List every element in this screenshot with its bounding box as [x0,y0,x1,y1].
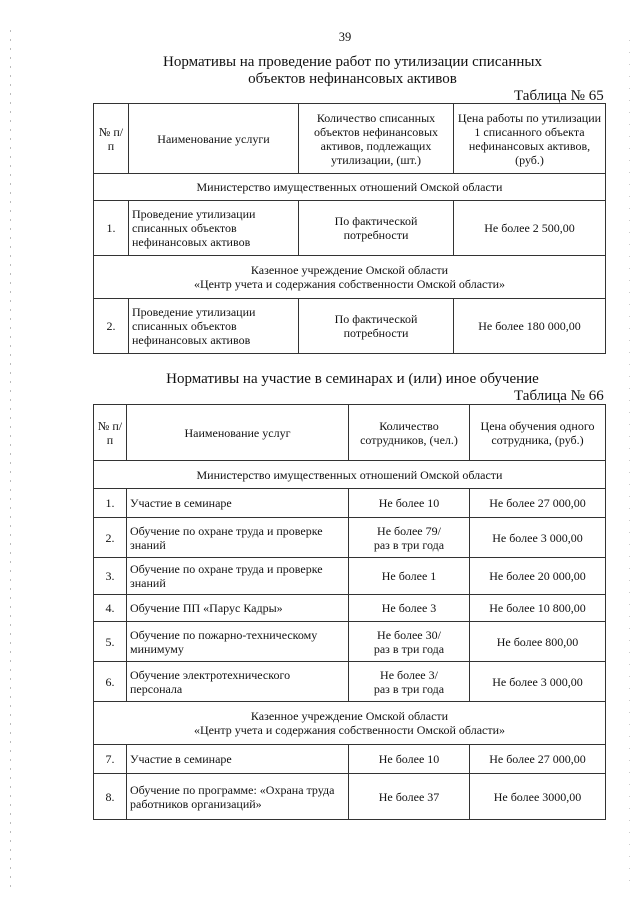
row-quantity [349,489,470,518]
heading-line: объектов нефинансовых активов [248,71,457,87]
table-66-number: Таблица № 66 [514,388,604,404]
table-row [94,489,606,518]
quantity-line: раз в три года [373,681,445,696]
row-service: Участие в семинаре [127,745,349,774]
table-row [94,299,606,354]
row-quantity [349,745,470,774]
row-num: 5. [94,622,127,662]
scan-edge-line [10,30,11,890]
header-price: Цена работы по утилизации 1 списанного объекта нефинансовых активов, (руб.) [454,104,606,174]
group-title-line: «Центр учета и содержания собственности Омской области» [193,723,506,737]
quantity-line: Не более 37 [378,789,440,804]
row-price: Не более 180 000,00 [454,299,606,354]
row-num: 1. [94,489,127,518]
row-service: Обучение по пожарно-техническому минимуму [127,622,349,662]
row-price: Не более 3 000,00 [470,518,606,558]
row-service: Обучение по охране труда и проверке знаний [127,558,349,595]
row-quantity [349,774,470,820]
row-service: Проведение утилизации списанных объектов нефинансовых активов [129,201,299,256]
row-num: 2. [94,518,127,558]
row-quantity [349,662,470,702]
quantity-line: Не более 1 [381,569,437,583]
table-row [94,201,606,256]
header-quantity: Количество списанных объектов нефинансовых активов, подлежащих утилизации, (шт.) [299,104,454,174]
row-price: Не более 10 800,00 [470,595,606,622]
group-title [94,702,606,745]
row-price: Не более 3 000,00 [470,662,606,702]
table-header-row [94,104,606,174]
row-quantity [349,595,470,622]
row-num: 6. [94,662,127,702]
row-num: 7. [94,745,127,774]
header-num: № п/п [94,104,129,174]
header-service: Наименование услуги [129,104,299,174]
quantity-line: Не более 10 [378,496,440,510]
table-66 [93,404,606,820]
row-service: Обучение по программе: «Охрана труда работников организаций» [127,774,349,820]
row-service: Обучение электротехнического персонала [127,662,349,702]
table-row [94,745,606,774]
group-title-line: «Центр учета и содержания собственности Омской области» [193,277,506,291]
group-title [94,256,606,299]
quantity-line: Не более 3/ [380,667,438,682]
header-service: Наименование услуг [127,405,349,461]
row-num: 2. [94,299,129,354]
row-num: 3. [94,558,127,595]
row-price: Не более 20 000,00 [470,558,606,595]
row-price: Не более 2 500,00 [454,201,606,256]
row-price: Не более 3000,00 [470,774,606,820]
group-row [94,702,606,745]
scan-edge-line [629,40,630,890]
table-row [94,622,606,662]
row-quantity [349,558,470,595]
quantity-line: Не более 3 [381,601,437,615]
group-title-line: Казенное учреждение Омской области [250,709,449,723]
row-quantity [349,518,470,558]
row-price: Не более 27 000,00 [470,745,606,774]
row-price: Не более 800,00 [470,622,606,662]
row-quantity: По фактической потребности [299,299,454,354]
table-row [94,662,606,702]
heading-line: Нормативы на проведение работ по утилизации списанных [163,54,542,70]
quantity-line: раз в три года [373,537,445,552]
table-66-heading: Нормативы на участие в семинарах и (или) иное обучение [166,371,539,387]
table-row [94,595,606,622]
header-num: № п/п [94,405,127,461]
quantity-line: Не более 30/ [377,627,441,642]
group-row [94,256,606,299]
row-quantity [349,622,470,662]
row-service: Обучение по охране труда и проверке знаний [127,518,349,558]
header-price: Цена обучения одного сотрудника, (руб.) [470,405,606,461]
row-num: 1. [94,201,129,256]
group-row [94,174,606,201]
row-price: Не более 27 000,00 [470,489,606,518]
quantity-line: Не более 79/ [377,523,441,538]
row-quantity: По фактической потребности [299,201,454,256]
quantity-line: Не более 10 [378,752,440,766]
group-title: Министерство имущественных отношений Омской области [94,461,606,489]
group-title-line: Казенное учреждение Омской области [250,263,449,277]
group-title: Министерство имущественных отношений Омской области [94,174,606,201]
table-row [94,518,606,558]
table-header-row [94,405,606,461]
table-65 [93,103,606,354]
table-65-number: Таблица № 65 [514,88,604,104]
header-quantity: Количество сотрудников, (чел.) [349,405,470,461]
row-num: 4. [94,595,127,622]
table-65-heading [100,54,605,88]
quantity-line: раз в три года [373,641,445,656]
table-row [94,774,606,820]
row-service: Обучение ПП «Парус Кадры» [127,595,349,622]
row-service: Участие в семинаре [127,489,349,518]
page-number: 39 [338,30,352,44]
table-row [94,558,606,595]
row-service: Проведение утилизации списанных объектов нефинансовых активов [129,299,299,354]
group-row [94,461,606,489]
row-num: 8. [94,774,127,820]
